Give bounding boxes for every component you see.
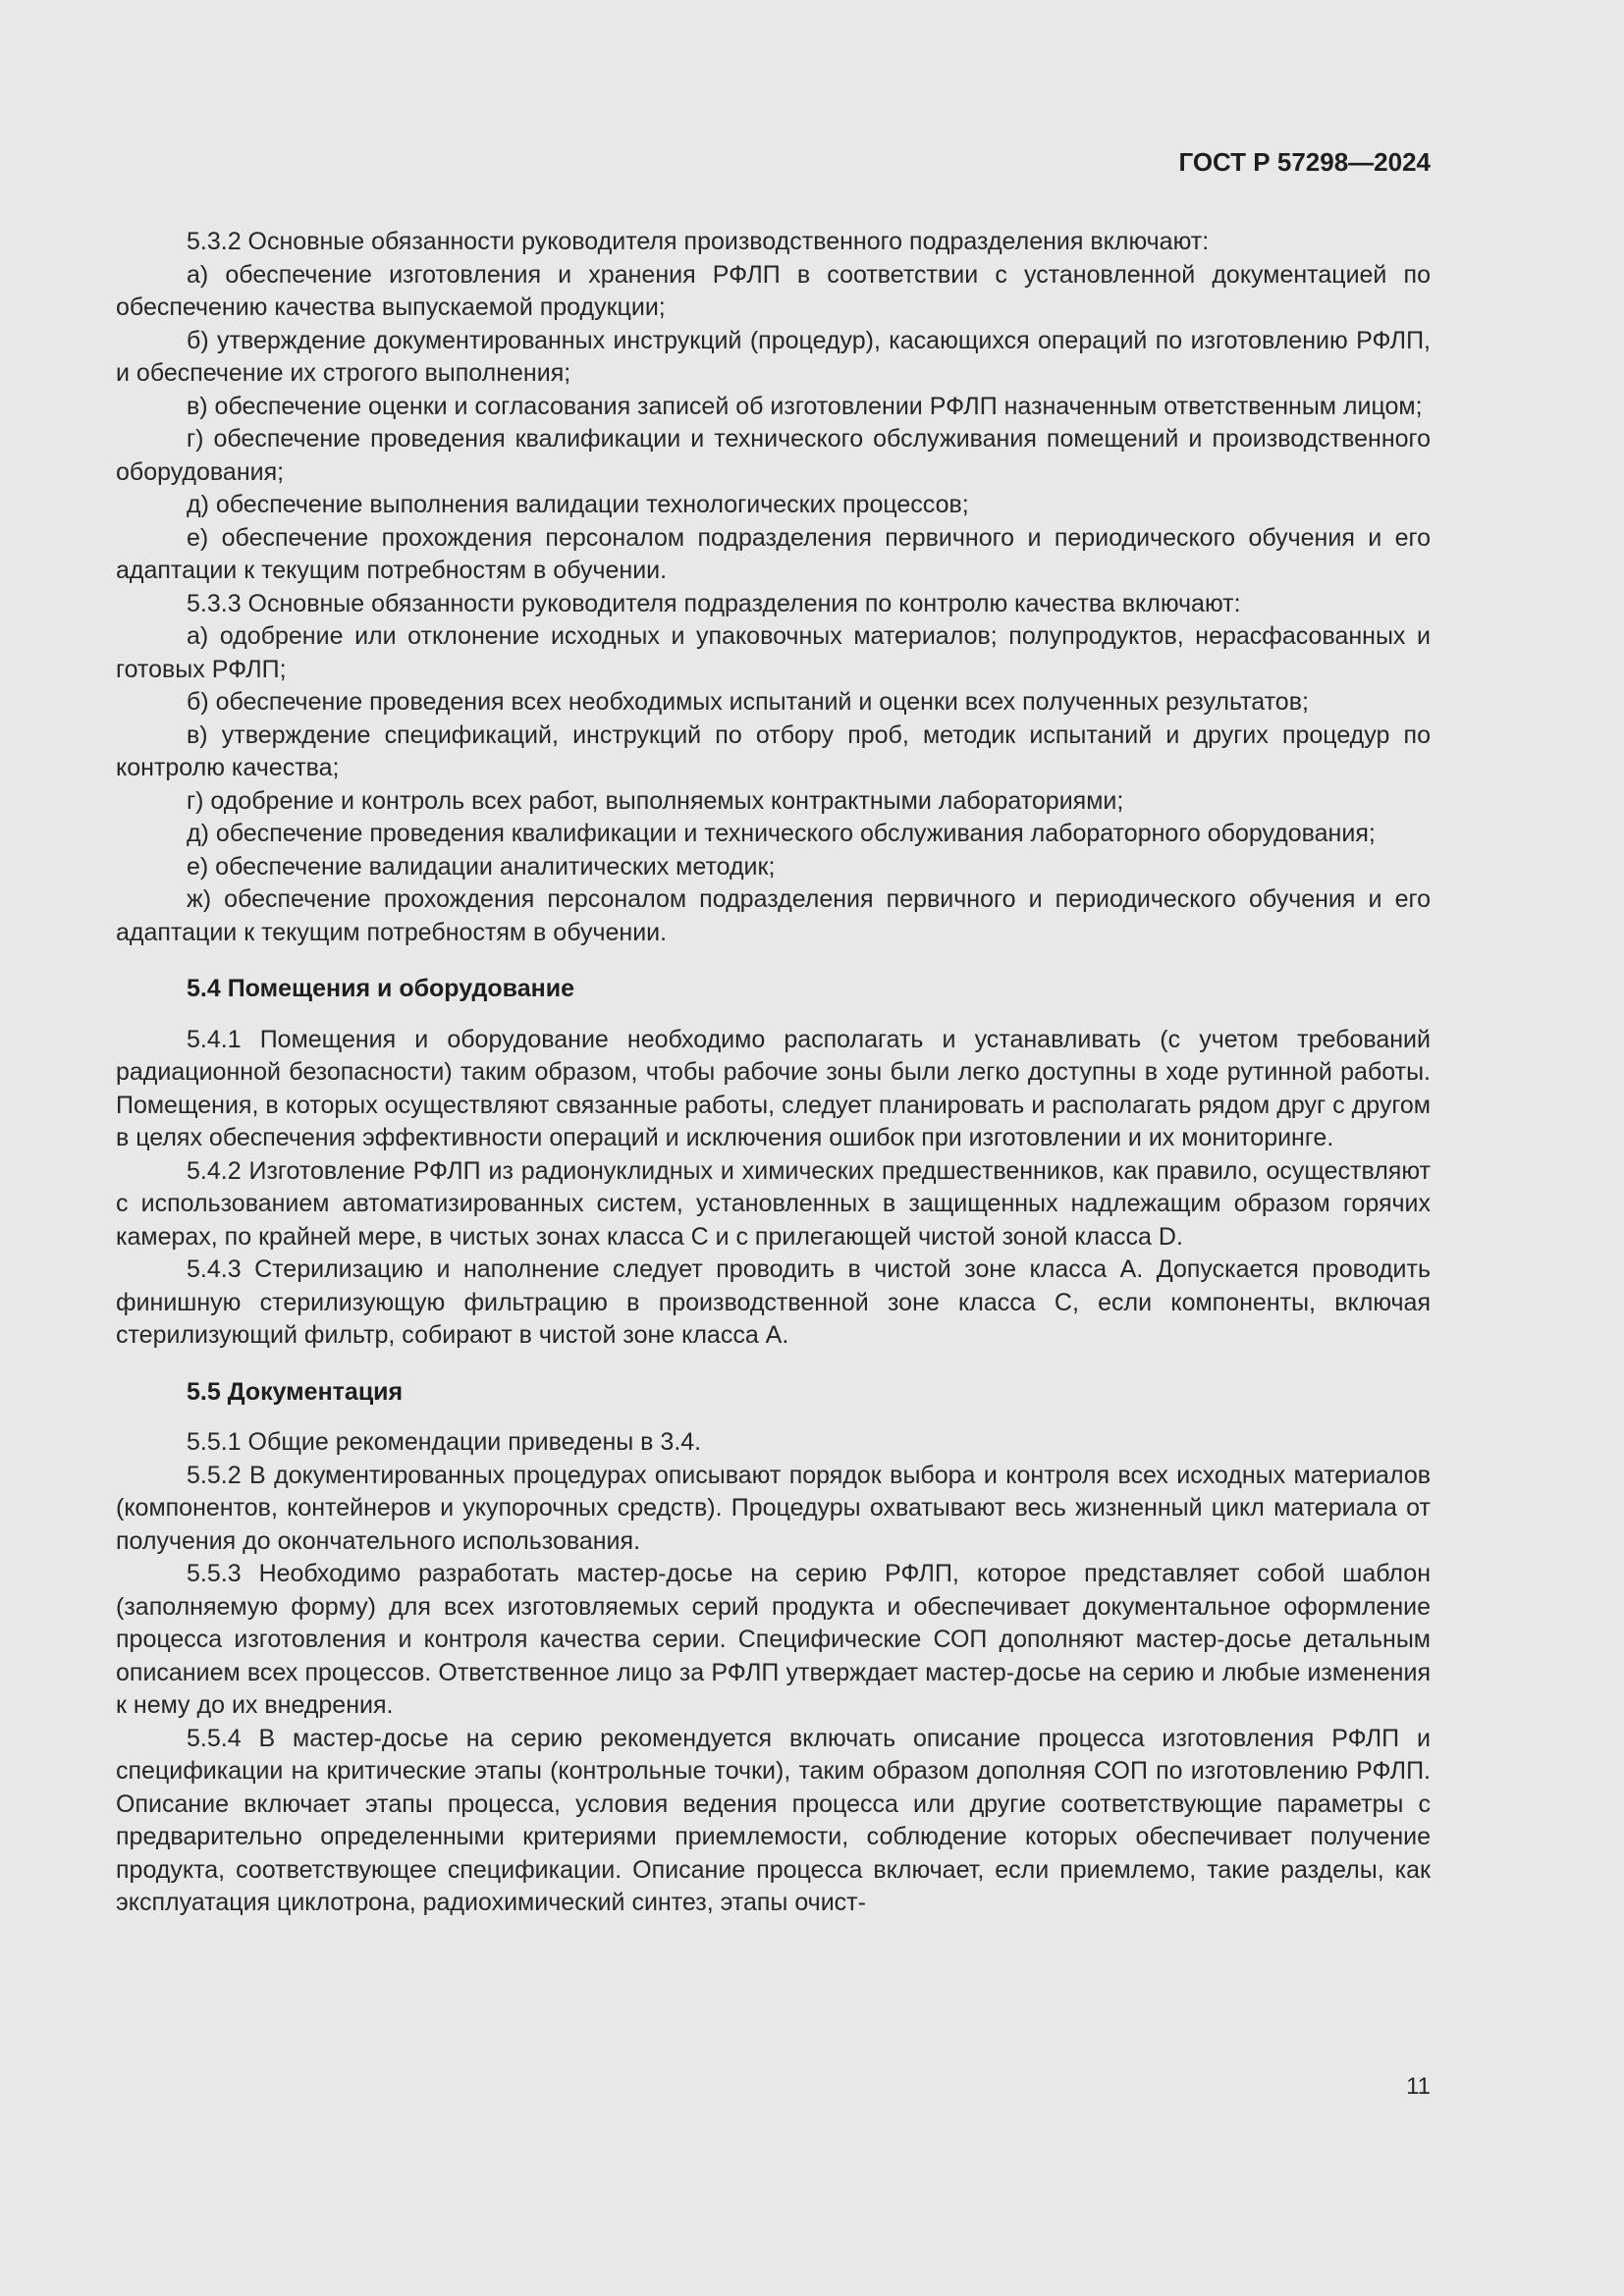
list-item: д) обеспечение выполнения валидации технологических процессов; — [187, 491, 969, 518]
section-heading-5-4: 5.4 Помещения и оборудование — [187, 975, 574, 1002]
paragraph-5-4-1: 5.4.1 Помещения и оборудование необходимо располагать и устанавливать (с учетом требований радиационной безопасности) таким образом, чтобы рабочие зоны были легко доступны в ходе рутинной работы. Помещения, в которых осуществляют связанные работы, следует планировать и располагать рядом друг с другом в целях обеспечения эффективности операций и исключения ошибок при изготовлении и их мониторинге. — [116, 1025, 1431, 1151]
document-body — [116, 226, 1431, 1920]
paragraph-5-5-1: 5.5.1 Общие рекомендации приведены в 3.4. — [187, 1428, 702, 1456]
page-number: 11 — [1406, 2073, 1431, 2100]
list-item: в) обеспечение оценки и согласования записей об изготовлении РФЛП назначенным ответственным лицом; — [187, 392, 1423, 420]
paragraph-5-3-3: 5.3.3 Основные обязанности руководителя подразделения по контролю качества включают: — [187, 589, 1241, 617]
paragraph-5-5-2: 5.5.2 В документированных процедурах описывают порядок выбора и контроля всех исходных материалов (компонентов, контейнеров и укупорочных средств). Процедуры охватывают весь жизненный цикл материала от получения до окончательного использования. — [116, 1461, 1431, 1555]
list-item: б) обеспечение проведения всех необходимых испытаний и оценки всех полученных результатов; — [187, 688, 1309, 716]
paragraph-5-3-2: 5.3.2 Основные обязанности руководителя производственного подразделения включают: — [187, 228, 1210, 255]
paragraph-5-5-4: 5.5.4 В мастер-досье на серию рекомендуется включать описание процесса изготовления РФЛП и спецификации на критические этапы (контрольные точки), таким образом дополняя СОП по изготовлению РФЛП. Описание включает этапы процесса, условия ведения процесса или другие соответствующие параметры с предварительно определенными критериями приемлемости, соблюдение которых обеспечивает получение продукта, соответствующее спецификации. Описание процесса включает, если приемлемо, такие разделы, как эксплуатация циклотрона, радиохимический синтез, этапы очист- — [116, 1724, 1431, 1916]
list-item: г) одобрение и контроль всех работ, выполняемых контрактными лабораториями; — [187, 786, 1124, 815]
paragraph-5-4-2: 5.4.2 Изготовление РФЛП из радионуклидных и химических предшественников, как правило, осуществляют с использованием автоматизированных систем, установленных в защищенных надлежащим образом горячих камерах, по крайней мере, в чистых зонах класса С и с прилегающей чистой зоной класса D. — [116, 1156, 1431, 1251]
list-item: в) утверждение спецификаций, инструкций по отбору проб, методик испытаний и других процедур по контролю качества; — [116, 721, 1431, 781]
paragraph-5-5-3: 5.5.3 Необходимо разработать мастер-досье на серию РФЛП, которое представляет собой шаблон (заполняемую форму) для всех изготовляемых серий продукта и обеспечивает документальное оформление процесса изготовления и контроля качества серии. Специфические СОП дополняют мастер-досье детальным описанием всех процессов. Ответственное лицо за РФЛП утверждает мастер-досье на серию и любые изменения к нему до их внедрения. — [116, 1560, 1431, 1719]
list-item: е) обеспечение валидации аналитических методик; — [187, 852, 776, 881]
list-item: г) обеспечение проведения квалификации и технического обслуживания помещений и производственного оборудования; — [116, 425, 1431, 486]
list-item: б) утверждение документированных инструкций (процедур), касающихся операций по изготовлению РФЛП, и обеспечение их строгого выполнения; — [116, 326, 1431, 387]
list-item: ж) обеспечение прохождения персоналом подразделения первичного и периодического обучения и его адаптации к текущим потребностям в обучении. — [116, 885, 1431, 946]
section-heading-5-5: 5.5 Документация — [187, 1377, 404, 1406]
list-item: д) обеспечение проведения квалификации и технического обслуживания лабораторного оборудования; — [187, 820, 1376, 847]
list-item: а) обеспечение изготовления и хранения РФЛП в соответствии с установленной документацией по обеспечению качества выпускаемой продукции; — [116, 260, 1431, 321]
paragraph-5-4-3: 5.4.3 Стерилизацию и наполнение следует проводить в чистой зоне класса А. Допускается проводить финишную стерилизующую фильтрацию в производственной зоне класса С, если компоненты, включая стерилизующий фильтр, собирают в чистой зоне класса А. — [116, 1255, 1431, 1349]
list-item: е) обеспечение прохождения персоналом подразделения первичного и периодического обучения и его адаптации к текущим потребностям в обучении. — [116, 523, 1431, 584]
list-item: а) одобрение или отклонение исходных и упаковочных материалов; полупродуктов, нерасфасованных и готовых РФЛП; — [116, 622, 1431, 683]
document-header: ГОСТ Р 57298—2024 — [1178, 147, 1431, 177]
